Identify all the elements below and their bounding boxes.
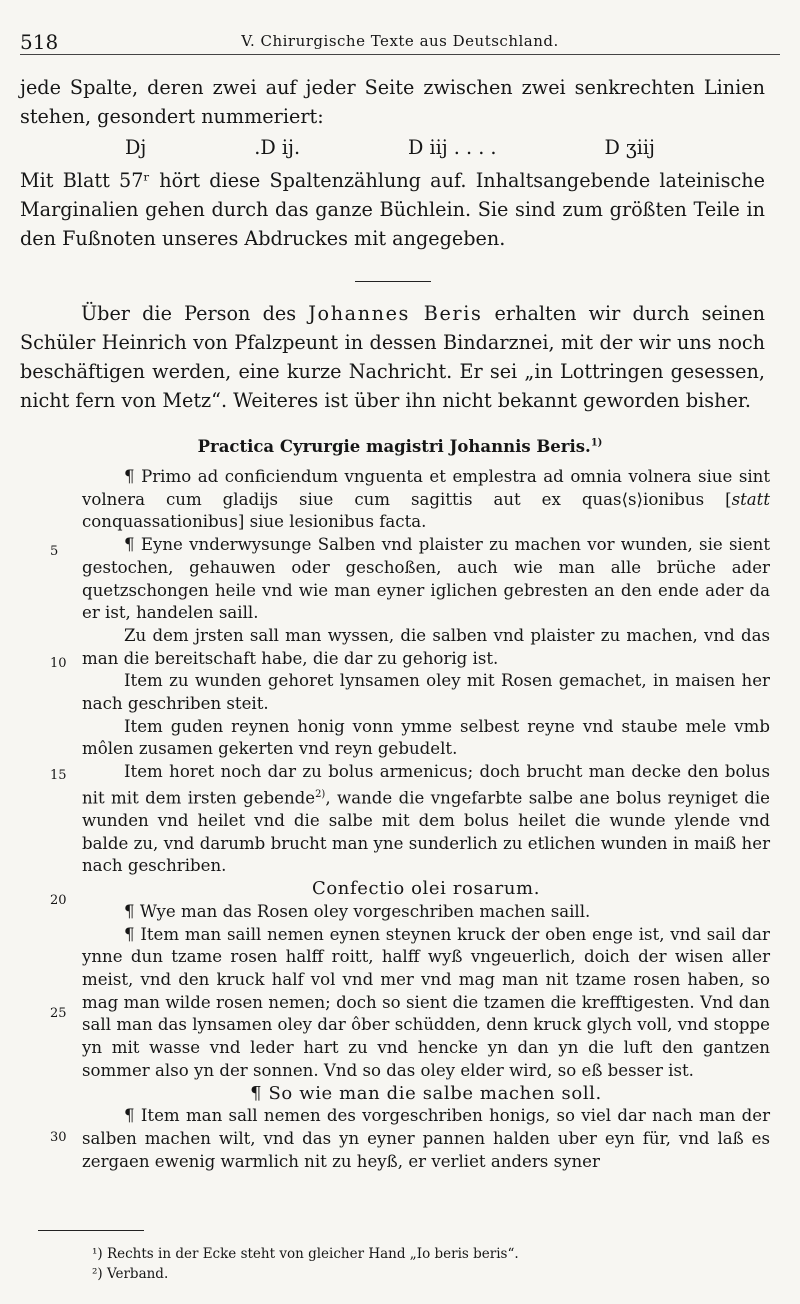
intro-paragraph-1: jede Spalte, deren zwei auf jeder Seite zwischen zwei senkrechten Linien stehen, gesondert nummeriert: (20, 76, 765, 128)
paragraph-primo (82, 466, 770, 534)
line-number-20: 20 (50, 893, 67, 908)
paragraph-rosen-oley: ¶ Wye man das Rosen oley vorgeschriben machen saill. (124, 901, 591, 921)
beris-paragraph (20, 299, 765, 415)
column-label-3: D iij . . . . (408, 136, 497, 159)
footnote-ref-2: 2) (315, 788, 326, 800)
running-title: V. Chirurgische Texte aus Deutschland. (241, 32, 559, 50)
paragraph-jrsten: Zu dem jrsten sall man wyssen, die salben vnd plaister zu machen, vnd das man die bereitschaft habe, die dar zu gehorig ist. (82, 625, 770, 668)
column-label-2: .D ij. (254, 136, 301, 159)
author-name: Johannes Beris (308, 302, 483, 325)
line-number-30: 30 (50, 1130, 67, 1145)
paragraph-bolus (82, 761, 770, 878)
paragraph-vnderwysunge: ¶ Eyne vnderwysunge Salben vnd plaister zu machen vor wunden, sie sient gestochen, gehauwen oder geschoßen, auch wie man alle brüche ader quetzschongen heile vnd wie man eyner iglichen gebresten an den ende ader da er ist, handelen saill. (82, 535, 770, 623)
editorial-statt: statt (731, 489, 770, 509)
footnote-2: ²) Verband. (92, 1266, 169, 1282)
line-number-10: 10 (50, 656, 67, 671)
section-separator (355, 281, 431, 282)
heading-confectio: Confectio olei rosarum. (311, 878, 541, 900)
footnote-1: ¹) Rechts in der Ecke steht von gleicher Hand „Io beris beris“. (92, 1246, 519, 1262)
edition-text (82, 466, 770, 1173)
line-number-25: 25 (50, 1006, 67, 1021)
heading-salbe: ¶ So wie man die salbe machen soll. (250, 1082, 602, 1104)
column-label-4: D ʒiij (604, 136, 655, 159)
paragraph-lynsamen: Item zu wunden gehoret lynsamen oley mit Rosen gemachet, in maisen her nach geschriben steit. (82, 671, 770, 714)
paragraph-honig: Item guden reynen honig vonn ymme selbest reyne vnd staube mele vmb môlen zusamen gekerten vnd reyn gebudelt. (82, 716, 770, 759)
text-title-label: Practica Cyrurgie magistri Johannis Beris. (197, 437, 591, 456)
footnote-ref-1: 1) (590, 437, 603, 449)
footnotes (92, 1244, 519, 1284)
paragraph-primo-a: ¶ Primo ad conficiendum vnguenta et emplestra ad omnia volnera siue sint volnera cum gladijs siue cum sagittis aut ex quas⟨s⟩ionibus [ (82, 467, 770, 509)
beris-text-before: Über die Person des (81, 302, 309, 325)
column-label-1: Dj (125, 136, 147, 159)
footnote-rule (38, 1230, 144, 1231)
paragraph-kruck: ¶ Item man saill nemen eynen steynen kruck der oben enge ist, vnd sail dar ynne dun tzame rosen halff roitt, halff wyß vngeuerlich, doich der wisen aller meist, vnd den kruck half vol vnd mer vnd mag man nit tzame rosen haben, so mag man wilde rosen nemen; doch so sient die tzamen die krefftigesten. Vnd dan sall man das lynsamen oley dar ôber schüdden, denn kruck glych voll, vnd stoppe yn mit wasse vnd leder hart zu vnd hencke yn dan yn die luft den gantzen sommer also yn der sonnen. Vnd so das oley elder wird, so eß besser ist. (82, 924, 770, 1080)
paragraph-bolus-a: Item horet noch dar zu bolus armenicus; doch brucht man decke den bolus nit mit dem irsten gebende (82, 762, 770, 808)
page-number: 518 (20, 30, 59, 54)
paragraph-bolus-b: , wande die vngefarbte salbe ane bolus reyniget die wunden vnd heilet vnd die salbe mit dem bolus heilet die wunde ylende vnd balde zu, vnd darumb brucht man yne sunderlich zu etlichen wunden in maiß her nach geschriben. (82, 788, 770, 876)
intro-section (20, 73, 765, 253)
line-number-5: 5 (50, 544, 59, 559)
paragraph-primo-b: conquassationibus] siue lesionibus facta. (82, 512, 427, 532)
beris-text-after: erhalten wir durch seinen Schüler Heinrich von Pfalzpeunt in dessen Bindarznei, mit der wir uns noch beschäftigen werden, eine kurze Nachricht. Er sei „in Lottringen gesessen, nicht fern von Metz“. Weiteres ist über ihn nicht bekannt geworden bisher. (20, 302, 765, 412)
header-rule (20, 54, 780, 55)
text-title (0, 437, 800, 456)
page-header (20, 28, 780, 54)
beris-section (20, 299, 765, 415)
intro-paragraph-2: Mit Blatt 57ʳ hört diese Spaltenzählung auf. Inhaltsangebende lateinische Marginalien gehen durch das ganze Büchlein. Sie sind zum größten Teile in den Fußnoten unseres Abdruckes mit angegeben. (20, 169, 765, 250)
column-numbering-list (20, 133, 765, 162)
line-number-15: 15 (50, 768, 67, 783)
paragraph-honigs: ¶ Item man sall nemen des vorgeschriben honigs, so viel dar nach man der salben machen wilt, vnd das yn eyner pannen halden uber eyn für, vnd laß es zergaen ewenig warmlich nit zu heyß, er verliet anders syner (82, 1106, 770, 1171)
